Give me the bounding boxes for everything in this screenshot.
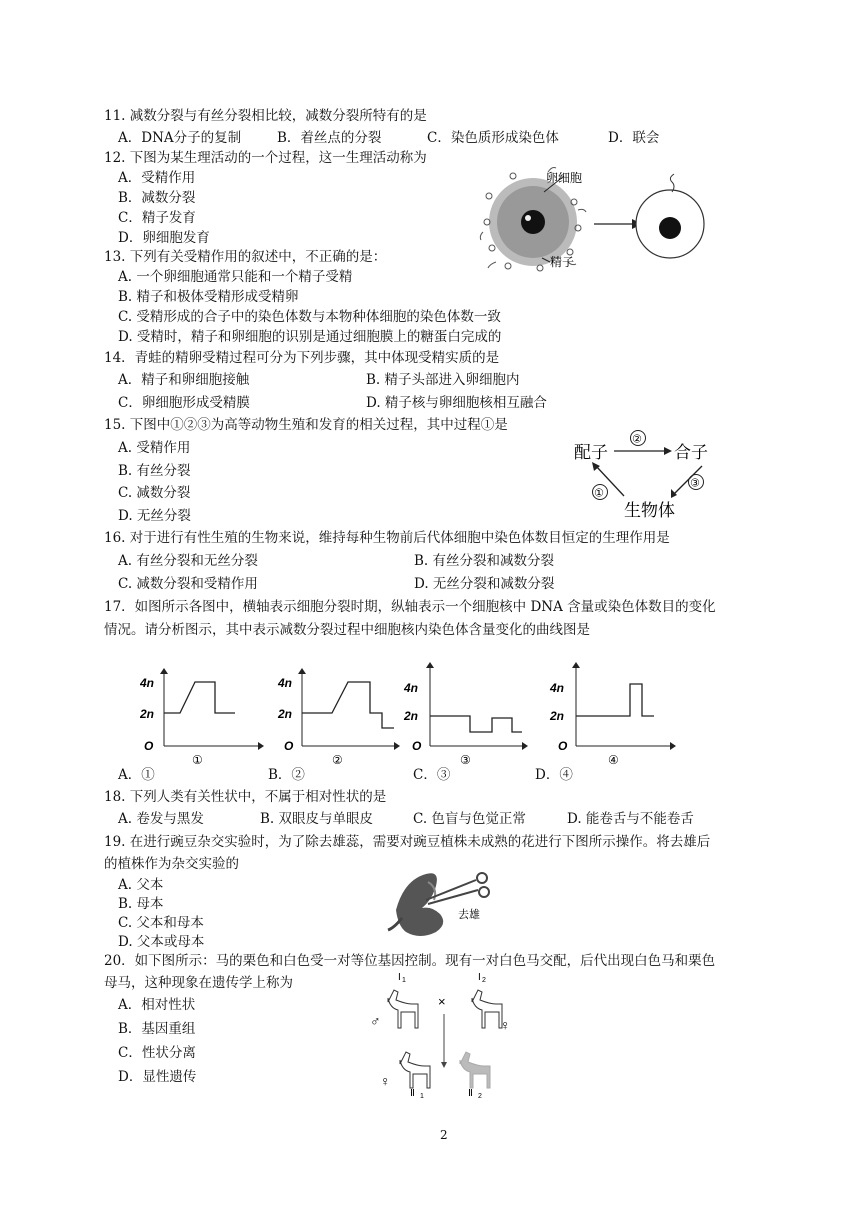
q16-option-c: C. 减数分裂和受精作用 (118, 576, 258, 592)
q19-option-a: A. 父本 (118, 877, 164, 893)
q11-stem: 11. 减数分裂与有丝分裂相比较，减数分裂所特有的是 (104, 108, 427, 124)
ii1-sex: ♀ (380, 1073, 391, 1089)
q12-option-a: A．受精作用 (118, 170, 196, 186)
graph-3-label: ③ (460, 753, 471, 767)
q12-option-d: D．卵细胞发育 (118, 230, 210, 246)
q13-option-b: B. 精子和极体受精形成受精卵 (118, 289, 299, 305)
q13-stem: 13. 下列有关受精作用的叙述中，不正确的是： (104, 249, 387, 265)
ii1-label: Ⅱ (410, 1088, 415, 1098)
q17-stem-line2: 情况。请分析图示，其中表示减数分裂过程中细胞核内染色体含量变化的曲线图是 (104, 622, 590, 638)
graph-4-origin: O (558, 739, 568, 753)
horse-ii1 (400, 1052, 430, 1088)
q18-option-a: A. 卷发与黑发 (118, 811, 204, 827)
horse-i2 (472, 990, 502, 1028)
i2-sub: 2 (482, 977, 486, 984)
reproduction-cycle-diagram (572, 426, 722, 528)
q18-option-c: C. 色盲与色觉正常 (413, 811, 526, 827)
cross-sign: × (438, 994, 446, 1009)
graph-3-2n-label: 2n (404, 709, 419, 723)
graph-3 (402, 660, 532, 768)
q19-option-b: B. 母本 (118, 896, 164, 912)
graph-4 (546, 660, 686, 768)
emasculation-figure (386, 870, 506, 946)
graph-1 (140, 668, 270, 768)
q19-option-c: C. 父本和母本 (118, 915, 204, 931)
ii1-sub: 1 (420, 1093, 424, 1098)
horse-i1 (388, 990, 418, 1028)
q13-option-c: C. 受精形成的合子中的染色体数与本物种体细胞的染色体数一致 (118, 309, 501, 325)
q20-option-a: A．相对性状 (118, 997, 196, 1013)
q15-stem: 15. 下图中①②③为高等动物生殖和发育的相关过程，其中过程①是 (104, 417, 508, 433)
q15-option-a: A. 受精作用 (118, 440, 191, 456)
q18-stem: 18. 下列人类有关性状中，不属于相对性状的是 (104, 789, 387, 805)
q16-option-a: A. 有丝分裂和无丝分裂 (118, 553, 258, 569)
graph-4-label: ④ (608, 753, 619, 767)
i1-sub: 1 (402, 977, 406, 984)
i2-label: I (478, 972, 481, 983)
q20-option-d: D．显性遗传 (118, 1069, 197, 1085)
graph-2-4n-label: 4n (278, 676, 293, 690)
q12-stem: 12. 下图为某生理活动的一个过程，这一生理活动称为 (104, 150, 427, 166)
graph-1-label: ① (192, 753, 203, 767)
q11-option-c: C．染色质形成染色体 (427, 130, 559, 146)
q20-option-b: B．基因重组 (118, 1021, 196, 1037)
graph-3-origin: O (412, 739, 422, 753)
i1-label: I (398, 972, 401, 983)
q14-option-b: B. 精子头部进入卵细胞内 (366, 372, 520, 388)
process-2-label: ② (632, 433, 642, 446)
i1-sex: ♂ (370, 1013, 381, 1029)
organism-node: 生物体 (624, 501, 675, 520)
q11-option-d: D．联会 (608, 130, 660, 146)
graph-1-2n-label: 2n (140, 707, 155, 721)
page-number: 2 (440, 1128, 448, 1142)
graph-3-4n-label: 4n (404, 681, 419, 695)
q18-option-d: D. 能卷舌与不能卷舌 (567, 811, 694, 827)
q14-option-d: D. 精子核与卵细胞核相互融合 (366, 395, 547, 411)
q11-option-b: B．着丝点的分裂 (277, 130, 382, 146)
q19-stem-line2: 的植株作为杂交实验的 (104, 856, 239, 872)
i2-sex: ♀ (500, 1017, 511, 1033)
q19-stem-line1: 19. 在进行豌豆杂交实验时，为了除去雄蕊，需要对豌豆植株未成熟的花进行下图所示操作。将去雄后 (104, 834, 711, 850)
q20-stem-line2: 母马，这种现象在遗传学上称为 (104, 975, 293, 991)
q16-stem: 16. 对于进行有性生殖的生物来说，维持每种生物前后代体细胞中染色体数目恒定的生理作用是 (104, 530, 670, 546)
q15-option-b: B. 有丝分裂 (118, 463, 191, 479)
graph-1-4n-label: 4n (140, 676, 155, 690)
graph-2-label: ② (332, 753, 343, 767)
graph-2-origin: O (284, 739, 294, 753)
q16-option-d: D. 无丝分裂和减数分裂 (414, 576, 555, 592)
q14-stem: 14．青蛙的精卵受精过程可分为下列步骤，其中体现受精实质的是 (104, 350, 500, 366)
emasculation-label: 去雄 (458, 909, 480, 921)
q15-option-d: D. 无丝分裂 (118, 508, 191, 524)
ii2-sub: 2 (478, 1093, 482, 1098)
q14-option-c: C．卵细胞形成受精膜 (118, 395, 250, 411)
q20-option-c: C．性状分离 (118, 1045, 196, 1061)
graph-2 (276, 668, 406, 768)
graph-1-origin: O (144, 739, 154, 753)
q18-option-b: B. 双眼皮与单眼皮 (260, 811, 374, 827)
ii2-label: Ⅱ (468, 1088, 473, 1098)
graph-2-2n-label: 2n (278, 707, 293, 721)
q12-option-b: B．减数分裂 (118, 190, 196, 206)
q17-option-c: C．③ (413, 767, 451, 783)
fertilization-figure (478, 162, 708, 274)
q13-option-a: A. 一个卵细胞通常只能和一个精子受精 (118, 269, 353, 285)
sperm-label: 精子 (550, 255, 575, 269)
horse-pedigree-figure (360, 968, 530, 1098)
q20-stem-line1: 20．如下图所示：马的栗色和白色受一对等位基因控制。现有一对白色马交配，后代出现白色马和栗色 (104, 953, 716, 969)
q17-option-b: B．② (268, 767, 305, 783)
q17-option-d: D．④ (535, 767, 573, 783)
q15-option-c: C. 减数分裂 (118, 485, 191, 501)
q14-option-a: A．精子和卵细胞接触 (118, 372, 250, 388)
q12-option-c: C．精子发育 (118, 210, 196, 226)
q11-option-a: A．DNA分子的复制 (118, 130, 242, 146)
q17-option-a: A．① (118, 767, 155, 783)
process-1-label: ① (594, 487, 604, 500)
q17-stem-line1: 17．如图所示各图中，横轴表示细胞分裂时期，纵轴表示一个细胞核中 DNA 含量或染色体数目的变化 (104, 599, 716, 615)
zygote-node: 合子 (674, 443, 708, 462)
horse-ii2 (460, 1052, 490, 1088)
q16-option-b: B. 有丝分裂和减数分裂 (414, 553, 555, 569)
q13-option-d: D. 受精时，精子和卵细胞的识别是通过细胞膜上的糖蛋白完成的 (118, 329, 502, 345)
egg-cell-label: 卵细胞 (546, 171, 583, 185)
process-3-label: ③ (690, 477, 700, 490)
graph-4-2n-label: 2n (550, 709, 565, 723)
q19-option-d: D. 父本或母本 (118, 934, 205, 950)
graph-4-4n-label: 4n (550, 681, 565, 695)
gamete-node: 配子 (574, 443, 608, 462)
